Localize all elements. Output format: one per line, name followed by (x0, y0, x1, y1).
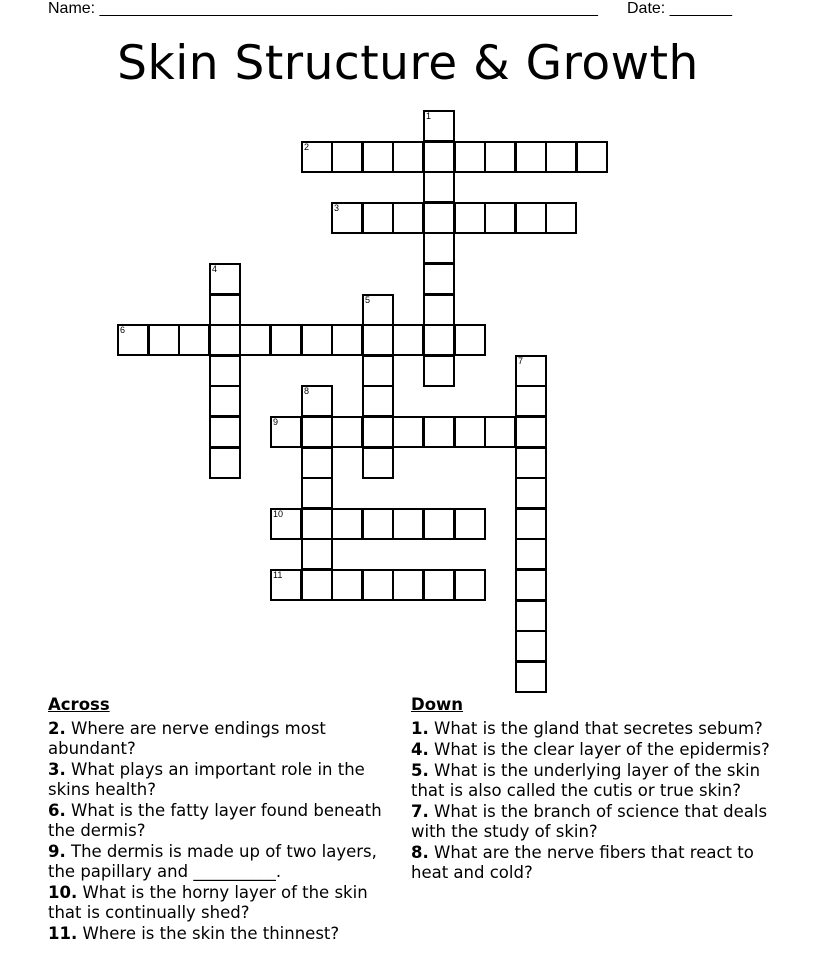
clue-text: What is the branch of science that deals with the study of skin? (411, 802, 768, 841)
crossword-cell[interactable] (362, 202, 394, 234)
crossword-cell[interactable] (301, 447, 333, 479)
crossword-cell[interactable] (484, 202, 516, 234)
across-clue-6 (48, 801, 398, 841)
clue-text: Where are nerve endings most abundant? (48, 719, 326, 758)
crossword-cell[interactable] (239, 324, 271, 356)
crossword-cell[interactable] (301, 508, 333, 540)
crossword-cell[interactable] (331, 141, 363, 173)
crossword-cell[interactable] (423, 263, 455, 295)
crossword-cell[interactable] (362, 141, 394, 173)
crossword-cell[interactable] (301, 416, 333, 448)
cell-number: 7 (518, 356, 524, 366)
cell-number: 5 (365, 295, 371, 305)
crossword-cell[interactable] (362, 569, 394, 601)
clue-number: 10. (48, 883, 78, 902)
crossword-cell[interactable] (209, 385, 241, 417)
crossword-cell[interactable] (331, 508, 363, 540)
crossword-cell[interactable] (301, 141, 333, 173)
cell-number: 3 (334, 203, 340, 213)
crossword-cell[interactable] (423, 508, 455, 540)
crossword-cell[interactable] (515, 416, 547, 448)
crossword-cell[interactable] (392, 508, 424, 540)
crossword-cell[interactable] (331, 569, 363, 601)
crossword-cell[interactable] (301, 324, 333, 356)
crossword-cell[interactable] (301, 477, 333, 509)
crossword-cell[interactable] (270, 416, 302, 448)
crossword-cell[interactable] (148, 324, 180, 356)
clue-number: 5. (411, 761, 429, 780)
clue-number: 2. (48, 719, 66, 738)
crossword-cell[interactable] (209, 294, 241, 326)
crossword-cell[interactable] (515, 141, 547, 173)
crossword-cell[interactable] (270, 508, 302, 540)
crossword-cell[interactable] (362, 355, 394, 387)
clue-text: What is the fatty layer found beneath the dermis? (48, 801, 382, 840)
crossword-cell[interactable] (209, 447, 241, 479)
clue-text: What plays an important role in the skins health? (48, 760, 365, 799)
clue-text: The dermis is made up of two layers, the papillary and __________. (48, 842, 377, 881)
clue-number: 4. (411, 740, 429, 759)
crossword-cell[interactable] (270, 569, 302, 601)
down-clues (411, 695, 771, 884)
crossword-cell[interactable] (362, 324, 394, 356)
crossword-cell[interactable] (209, 324, 241, 356)
crossword-cell[interactable] (301, 538, 333, 570)
crossword-cell[interactable] (515, 202, 547, 234)
cell-number: 9 (273, 417, 279, 427)
cell-number: 6 (120, 325, 126, 335)
crossword-cell[interactable] (515, 447, 547, 479)
page-title: Skin Structure & Growth (117, 36, 699, 91)
down-clue-7 (411, 802, 771, 842)
across-clue-11 (48, 924, 398, 944)
crossword-cell[interactable] (454, 324, 486, 356)
crossword-cell[interactable] (423, 294, 455, 326)
crossword-cell[interactable] (362, 416, 394, 448)
crossword-cell[interactable] (423, 171, 455, 203)
clue-text: What are the nerve fibers that react to heat and cold? (411, 843, 754, 882)
cell-number: 11 (273, 570, 283, 580)
crossword-cell[interactable] (392, 202, 424, 234)
crossword-cell[interactable] (423, 202, 455, 234)
crossword-cell[interactable] (178, 324, 210, 356)
crossword-cell[interactable] (270, 324, 302, 356)
crossword-cell[interactable] (454, 141, 486, 173)
clue-number: 3. (48, 760, 66, 779)
across-clues (48, 695, 398, 945)
crossword-cell[interactable] (454, 416, 486, 448)
crossword-cell[interactable] (423, 355, 455, 387)
clue-number: 11. (48, 924, 78, 943)
down-clue-5 (411, 761, 771, 801)
crossword-cell[interactable] (392, 569, 424, 601)
clue-text: Where is the skin the thinnest? (82, 924, 340, 943)
crossword-cell[interactable] (515, 569, 547, 601)
crossword-cell[interactable] (515, 600, 547, 632)
clue-number: 8. (411, 843, 429, 862)
crossword-cell[interactable] (515, 385, 547, 417)
crossword-cell[interactable] (515, 538, 547, 570)
crossword-cell[interactable] (423, 232, 455, 264)
crossword-cell[interactable] (423, 110, 455, 142)
crossword-cell[interactable] (331, 202, 363, 234)
crossword-cell[interactable] (209, 355, 241, 387)
crossword-cell[interactable] (209, 416, 241, 448)
across-clue-9 (48, 842, 398, 882)
crossword-cell[interactable] (484, 141, 516, 173)
crossword-cell[interactable] (392, 324, 424, 356)
clue-number: 6. (48, 801, 66, 820)
crossword-cell[interactable] (454, 508, 486, 540)
crossword-cell[interactable] (423, 416, 455, 448)
across-clue-10 (48, 883, 398, 923)
crossword-cell[interactable] (454, 202, 486, 234)
crossword-cell[interactable] (545, 202, 577, 234)
crossword-cell[interactable] (331, 416, 363, 448)
crossword-cell[interactable] (392, 416, 424, 448)
across-clue-3 (48, 760, 398, 800)
clue-text: What is the clear layer of the epidermis? (434, 740, 770, 759)
clue-text: What is the gland that secretes sebum? (434, 719, 763, 738)
crossword-cell[interactable] (484, 416, 516, 448)
cell-number: 2 (304, 142, 310, 152)
crossword-cell[interactable] (362, 508, 394, 540)
date-field-label[interactable]: Date: _______ (627, 0, 732, 17)
crossword-cell[interactable] (362, 294, 394, 326)
crossword-cell[interactable] (301, 385, 333, 417)
cell-number: 10 (273, 509, 284, 519)
down-clue-8 (411, 843, 771, 883)
crossword-cell[interactable] (515, 661, 547, 693)
crossword-cell[interactable] (392, 141, 424, 173)
crossword-cell[interactable] (545, 141, 577, 173)
crossword-cell[interactable] (423, 569, 455, 601)
crossword-cell[interactable] (423, 324, 455, 356)
crossword-cell[interactable] (209, 263, 241, 295)
cell-number: 8 (304, 386, 310, 396)
crossword-cell[interactable] (331, 324, 363, 356)
clue-number: 9. (48, 842, 66, 861)
cell-number: 4 (212, 264, 218, 274)
down-clue-1 (411, 719, 771, 739)
clue-number: 1. (411, 719, 429, 738)
down-clue-4 (411, 740, 771, 760)
clue-number: 7. (411, 802, 429, 821)
crossword-cell[interactable] (301, 569, 333, 601)
down-heading: Down (411, 695, 464, 714)
clue-text: What is the horny layer of the skin that is continually shed? (48, 883, 368, 922)
crossword-cell[interactable] (576, 141, 608, 173)
crossword-cell[interactable] (117, 324, 149, 356)
crossword-cell[interactable] (454, 569, 486, 601)
clue-text: What is the underlying layer of the skin that is also called the cutis or true skin? (411, 761, 761, 800)
crossword-cell[interactable] (423, 141, 455, 173)
crossword-cell[interactable] (515, 355, 547, 387)
crossword-cell[interactable] (362, 447, 394, 479)
across-clue-2 (48, 719, 398, 759)
crossword-cell[interactable] (362, 385, 394, 417)
across-heading: Across (48, 695, 110, 714)
crossword-cell[interactable] (515, 477, 547, 509)
crossword-cell[interactable] (515, 508, 547, 540)
crossword-cell[interactable] (515, 630, 547, 662)
name-field-label[interactable]: Name: ________________________________________________________ (48, 0, 598, 17)
cell-number: 1 (426, 111, 432, 121)
